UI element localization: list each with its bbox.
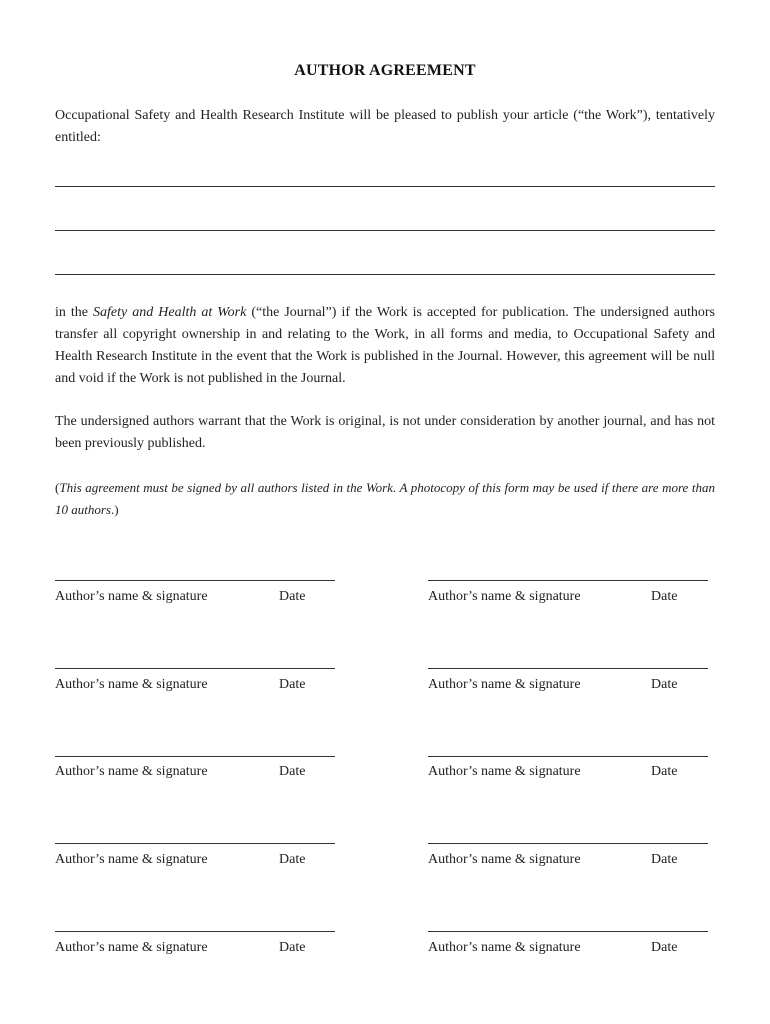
signature-line[interactable] <box>55 580 335 581</box>
date-label: Date <box>651 852 678 867</box>
warranty-paragraph: The undersigned authors warrant that the Work is original, is not under consideration by another journal, and has not been previously published. <box>55 414 715 451</box>
signing-note <box>55 477 715 521</box>
journal-name: Safety and Health at Work <box>93 305 247 320</box>
author-name-label: Author’s name & signature <box>55 677 208 692</box>
note-text: This agreement must be signed by all authors listed in the Work. A photocopy of this form may be used if there are more than 10 authors <box>55 480 715 517</box>
author-name-label: Author’s name & signature <box>55 764 208 779</box>
signature-line[interactable] <box>428 843 708 844</box>
note-close-paren: .) <box>110 502 119 517</box>
signature-line[interactable] <box>55 668 335 669</box>
author-name-label: Author’s name & signature <box>55 589 208 604</box>
date-label: Date <box>651 940 678 955</box>
signature-line[interactable] <box>428 931 708 932</box>
title-blank-line-2[interactable] <box>55 230 715 231</box>
title-blank-line-1[interactable] <box>55 186 715 187</box>
signature-line[interactable] <box>55 756 335 757</box>
author-name-label: Author’s name & signature <box>428 764 581 779</box>
author-name-label: Author’s name & signature <box>428 589 581 604</box>
transfer-paragraph <box>55 302 715 390</box>
date-label: Date <box>651 677 678 692</box>
document-title: AUTHOR AGREEMENT <box>294 62 476 79</box>
title-blank-line-3[interactable] <box>55 274 715 275</box>
signature-line[interactable] <box>55 931 335 932</box>
date-label: Date <box>279 852 306 867</box>
transfer-text: (“the Journal”) if the Work is accepted for publication. The undersigned authors transfer all copyright ownership in and relating to the Work, in all forms and media, to Occupational Safety and Health Research Institute in the event that the Work is published in the Journal. However, this agreement will be null and void if the Work is not published in the Journal. <box>55 305 715 386</box>
author-name-label: Author’s name & signature <box>428 940 581 955</box>
transfer-prefix: in the <box>55 305 94 320</box>
signature-line[interactable] <box>428 580 708 581</box>
date-label: Date <box>279 940 306 955</box>
note-open-paren: ( <box>55 480 60 495</box>
signature-line[interactable] <box>55 843 335 844</box>
date-label: Date <box>279 764 306 779</box>
signature-line[interactable] <box>428 668 708 669</box>
author-name-label: Author’s name & signature <box>428 852 581 867</box>
author-name-label: Author’s name & signature <box>428 677 581 692</box>
signature-line[interactable] <box>428 756 708 757</box>
author-name-label: Author’s name & signature <box>55 852 208 867</box>
date-label: Date <box>279 589 306 604</box>
intro-paragraph: Occupational Safety and Health Research Institute will be pleased to publish your article (“the Work”), tentatively entitled: <box>55 108 715 145</box>
date-label: Date <box>651 764 678 779</box>
author-name-label: Author’s name & signature <box>55 940 208 955</box>
date-label: Date <box>279 677 306 692</box>
date-label: Date <box>651 589 678 604</box>
